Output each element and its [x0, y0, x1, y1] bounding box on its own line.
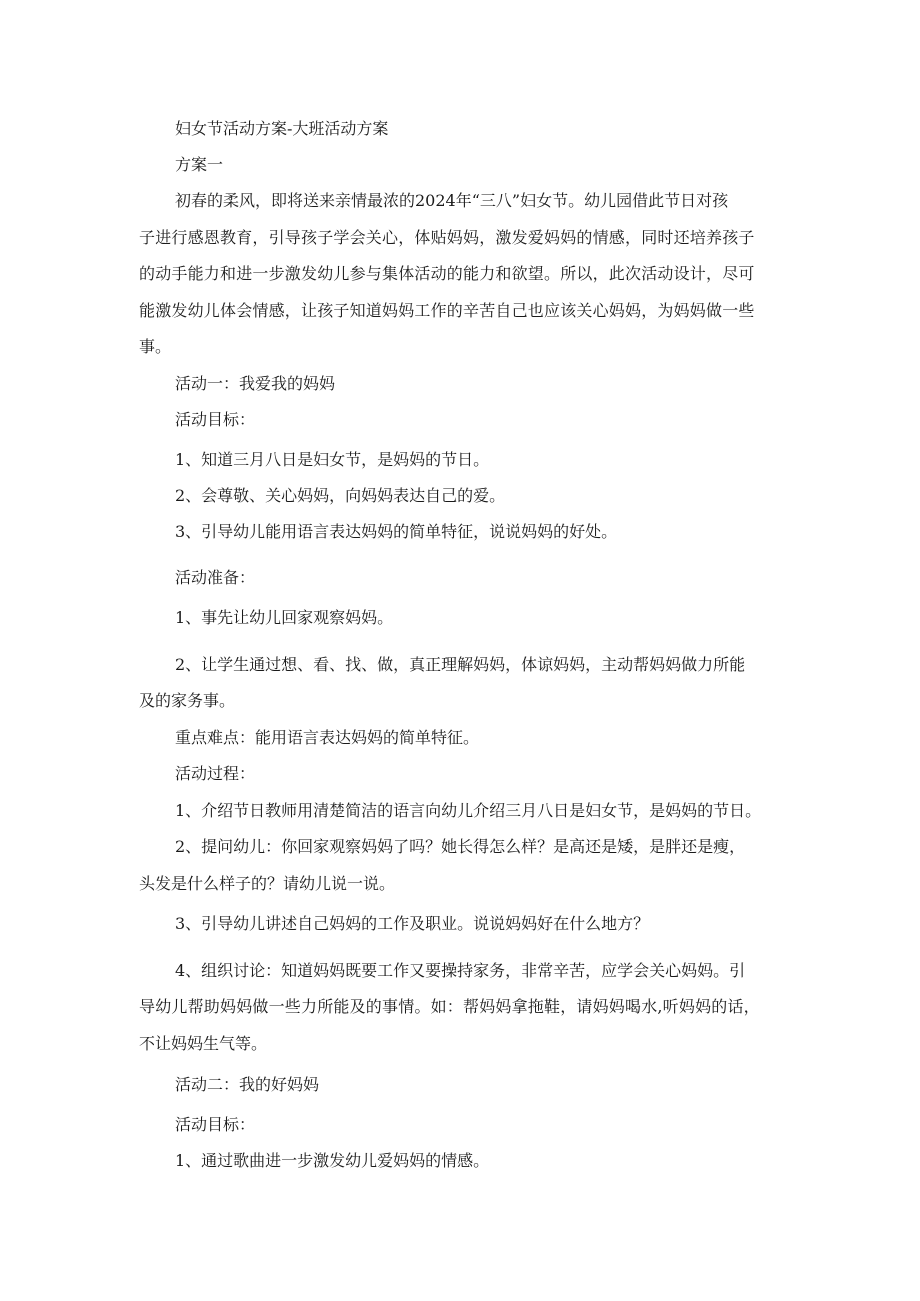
intro-line: 事。 — [139, 337, 172, 356]
activity1-goal-item: 2、会尊敬、关心妈妈，向妈妈表达自己的爱。 — [175, 486, 506, 505]
process-step: 1、介绍节日教师用清楚简洁的语言向幼儿介绍三月八日是妇女节，是妈妈的节日。 — [175, 801, 762, 820]
process-label: 活动过程： — [175, 764, 256, 783]
process-step: 3、引导幼儿讲述自己妈妈的工作及职业。说说妈妈好在什么地方？ — [175, 914, 650, 933]
activity1-goal-item: 3、引导幼儿能用语言表达妈妈的简单特征，说说妈妈的好处。 — [175, 522, 618, 541]
plan-label: 方案一 — [175, 155, 224, 174]
process-step: 头发是什么样子的？请幼儿说一说。 — [139, 874, 396, 893]
intro-line: 能激发幼儿体会情感，让孩子知道妈妈工作的辛苦自己也应该关心妈妈，为妈妈做一些 — [139, 301, 755, 320]
process-step: 导幼儿帮助妈妈做一些力所能及的事情。如：帮妈妈拿拖鞋，请妈妈喝水,听妈妈的话， — [139, 997, 760, 1016]
activity1-prep-item: 2、让学生通过想、看、找、做，真正理解妈妈，体谅妈妈，主动帮妈妈做力所能 — [175, 655, 746, 674]
process-step: 4、组织讨论：知道妈妈既要工作又要操持家务，非常辛苦，应学会关心妈妈。引 — [175, 961, 746, 980]
activity2-heading: 活动二：我的好妈妈 — [175, 1075, 320, 1094]
activity1-goals-label: 活动目标： — [175, 410, 256, 429]
activity1-heading: 活动一：我爱我的妈妈 — [175, 374, 336, 393]
activity2-goal-item: 1、通过歌曲进一步激发幼儿爱妈妈的情感。 — [175, 1151, 490, 1170]
intro-line: 的动手能力和进一步激发幼儿参与集体活动的能力和欲望。所以，此次活动设计，尽可 — [139, 264, 755, 283]
intro-line: 子进行感恩教育，引导孩子学会关心，体贴妈妈，激发爱妈妈的情感，同时还培养孩子 — [139, 228, 755, 247]
activity2-goals-label: 活动目标： — [175, 1115, 256, 1134]
process-step: 2、提问幼儿：你回家观察妈妈了吗？她长得怎么样？是高还是矮，是胖还是瘦， — [175, 837, 746, 856]
activity1-goal-item: 1、知道三月八日是妇女节，是妈妈的节日。 — [175, 450, 490, 469]
process-step: 不让妈妈生气等。 — [139, 1034, 268, 1053]
key-point: 重点难点：能用语言表达妈妈的简单特征。 — [175, 728, 480, 747]
activity1-prep-item: 及的家务事。 — [139, 691, 236, 710]
activity1-prep-label: 活动准备： — [175, 568, 256, 587]
intro-line: 初春的柔风，即将送来亲情最浓的2024年“三八”妇女节。幼儿园借此节日对孩 — [175, 191, 729, 210]
document-title: 妇女节活动方案-大班活动方案 — [175, 119, 389, 138]
activity1-prep-item: 1、事先让幼儿回家观察妈妈。 — [175, 608, 394, 627]
